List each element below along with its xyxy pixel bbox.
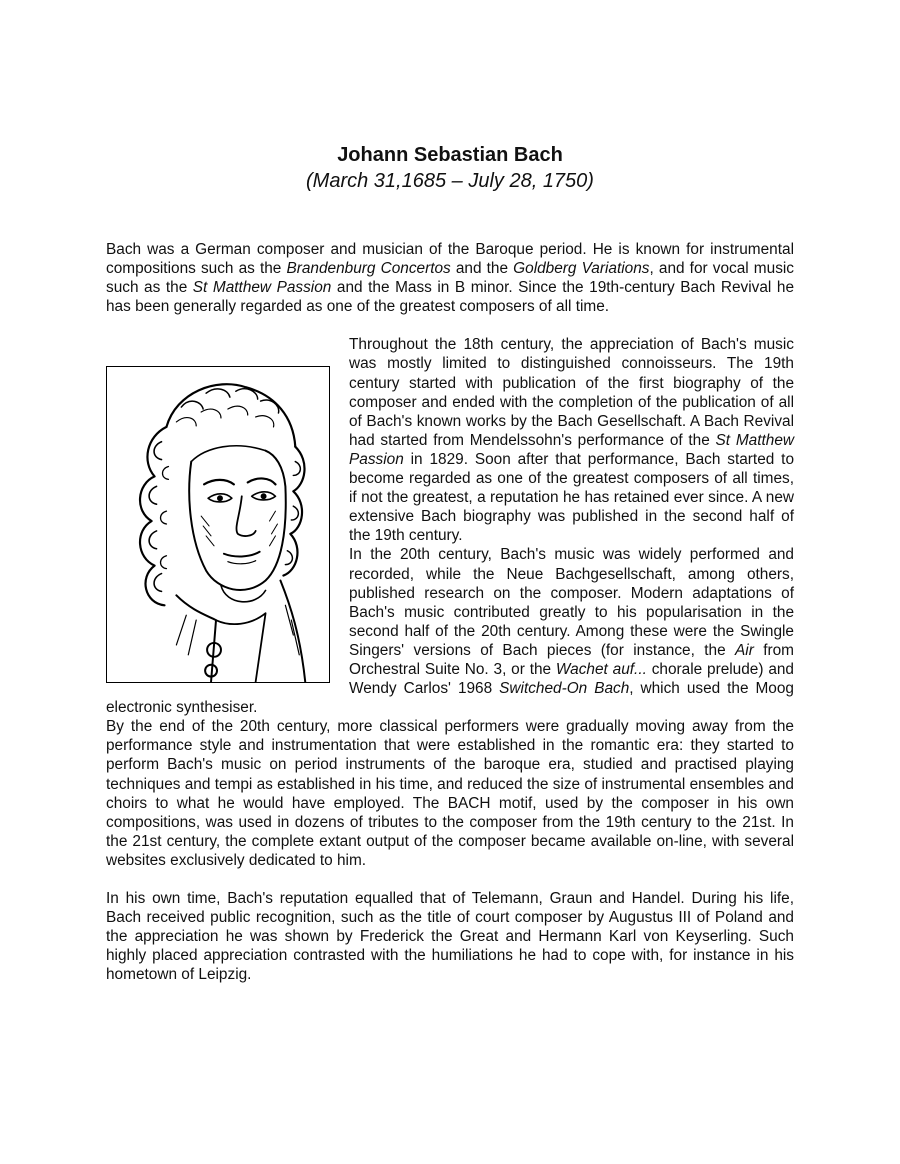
title-block <box>0 142 900 194</box>
text-run: in 1829. Soon after that performance, Bach started to become regarded as one of the greatest composers of all times, if not the greatest, a reputation he has retained ever since. A new extensive Bach biography was published in the second half of the 19th century. <box>349 450 794 545</box>
bach-portrait-icon <box>107 367 329 682</box>
work-title: Switched-On Bach <box>499 680 630 698</box>
article-body <box>106 240 794 984</box>
text-run: , which used the Moog electronic synthesiser. <box>106 680 794 717</box>
work-title: St Matthew Passion <box>192 279 332 297</box>
text-run: By the end of the 20th century, more classical performers were gradually moving away from the performance style and instrumentation that were established in the romantic era: they started to perform Bach's music on period instruments of the baroque era, studied and practised playing techniques and tempi as established in his time, and reduced the size of instrumental ensembles and choirs to what he would have employed. The BACH motif, used by the composer in his own compositions, was used in dozens of tributes to the composer from the 19th century to the 21st. In the 21st century, the complete extant output of the composer became available on-line, with several websites exclusively dedicated to him. <box>106 718 794 869</box>
work-title: Wachet auf... <box>555 660 647 678</box>
paragraph-intro <box>106 240 794 316</box>
text-run: Throughout the 18th century, the appreciation of Bach's music was mostly limited to distinguished connoisseurs. The 19th century started with publication of the first biography of the composer and ended with the completion of the publication of all of Bach's known works by the Bach Gesellschaft. A Bach Revival had started from Mendelssohn's performance of the <box>349 336 794 449</box>
text-run: In the 20th century, Bach's music was widely performed and recorded, while the Neue Bachgesellschaft, among others, published research on the composer. Modern adaptations of Bach's music contributed greatly to his popularisation in the second half of the 20th century. Among these were the Swingle Singers' versions of Bach pieces (for instance, the <box>349 546 794 659</box>
work-title: Brandenburg Concertos <box>286 260 451 278</box>
text-run: and the Mass in B minor. Since the 19th-century Bach Revival he has been generally regarded as one of the greatest composers of all time. <box>106 279 794 316</box>
paragraph-gap <box>106 870 794 889</box>
portrait-image <box>106 366 330 683</box>
text-run: , and for vocal music such as the <box>106 260 794 297</box>
work-title: Goldberg Variations <box>513 260 650 278</box>
paragraph-contemporary-reputation <box>106 889 794 984</box>
page-title: Johann Sebastian Bach <box>337 144 563 166</box>
paragraph-gap <box>106 316 794 335</box>
life-dates: (March 31,1685 – July 28, 1750) <box>306 170 594 192</box>
text-run: chorale prelude) and Wendy Carlos' 1968 <box>349 660 794 698</box>
text-run: from Orchestral Suite No. 3, or the <box>349 641 794 678</box>
text-run: In his own time, Bach's reputation equalled that of Telemann, Graun and Handel. During his life, Bach received public recognition, such as the title of court composer by Augustus III of Poland and the appreciation he was shown by Frederick the Great and Hermann Karl von Keyserling. Such highly placed appreciation contrasted with the humiliations he had to cope with, for instance in his hometown of Leipzig. <box>106 890 794 984</box>
text-run: Bach was a German composer and musician of the Baroque period. He is known for instrumental compositions such as the <box>106 241 794 278</box>
work-title: St Matthew Passion <box>349 431 794 468</box>
paragraph-period-performance <box>106 717 794 870</box>
text-run: and the <box>450 260 514 278</box>
work-title: Air <box>735 641 754 659</box>
